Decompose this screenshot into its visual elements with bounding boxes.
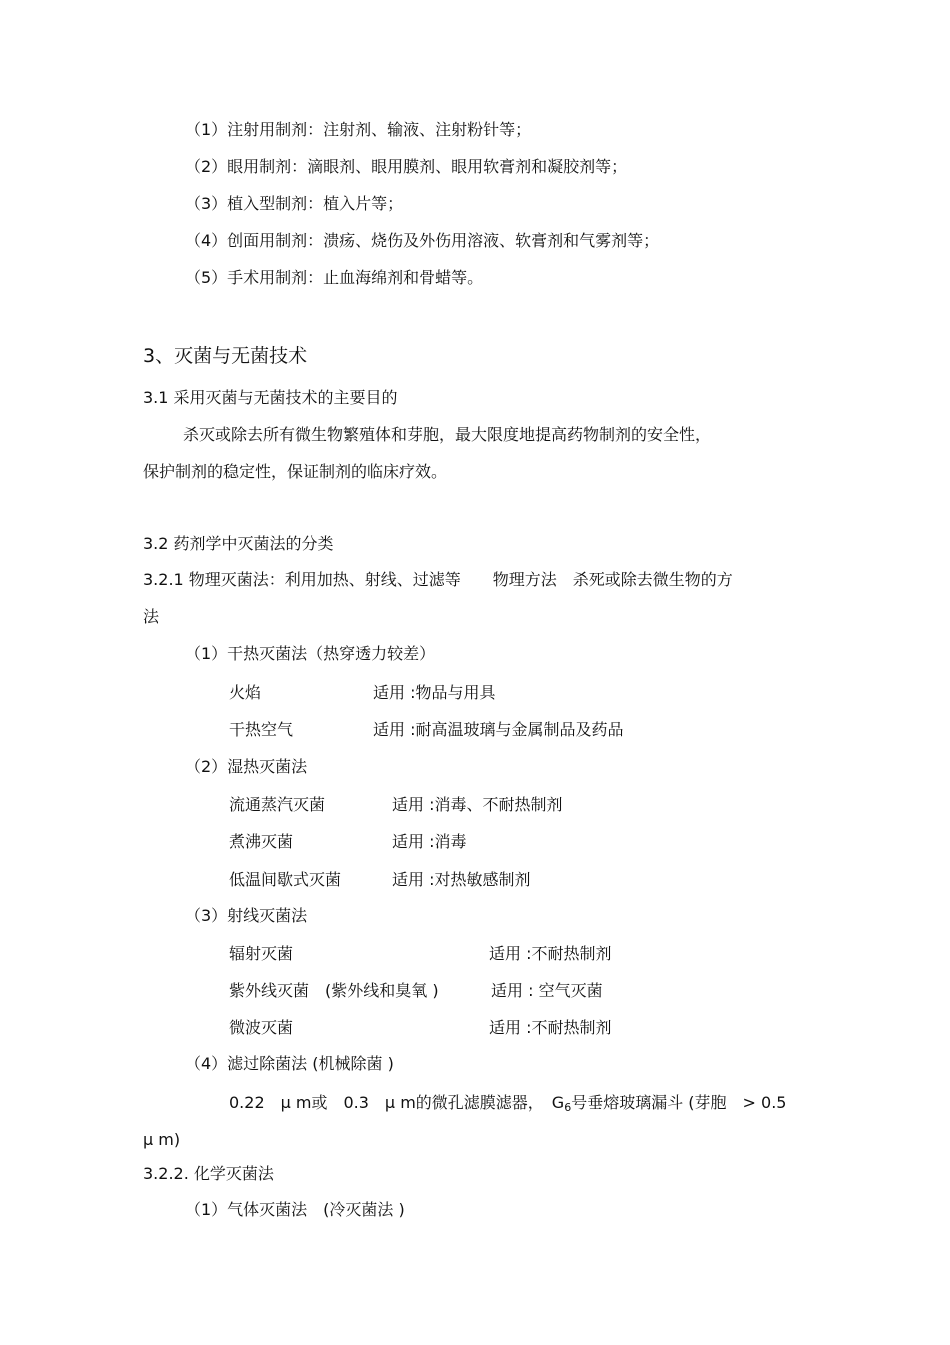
method-name: 煮沸灭菌 <box>229 832 294 851</box>
list-item-ophthalmic: （2）眼用制剂：滴眼剂、眼用膜剂、眼用软膏剂和凝胶剂等； <box>185 157 628 176</box>
method-use: 适用 :消毒 <box>392 832 467 851</box>
method-use: 适用 :消毒、不耐热制剂 <box>392 795 563 814</box>
method-use: 适用 :物品与用具 <box>373 683 496 702</box>
method-name: 微波灭菌 <box>229 1018 294 1037</box>
section-3-1-body-line1: 杀灭或除去所有微生物繁殖体和芽胞，最大限度地提高药物制剂的安全性， <box>183 425 712 444</box>
method-use: 适用 :不耐热制剂 <box>489 1018 612 1037</box>
section-3-1-body-line2: 保护制剂的稳定性，保证制剂的临床疗效。 <box>143 462 448 481</box>
filtration-detail-line1 <box>229 1095 786 1113</box>
method-use: 适用 : 空气灭菌 <box>491 981 603 1000</box>
section-3-2-2-heading: 3.2.2. 化学灭菌法 <box>143 1164 274 1183</box>
method-name: 流通蒸汽灭菌 <box>229 795 326 814</box>
method-name: 辐射灭菌 <box>229 944 294 963</box>
section-3-heading: 3、灭菌与无菌技术 <box>143 345 308 367</box>
section-3-2-1-line2: 法 <box>143 607 160 626</box>
section-3-2-1-line1: 3.2.1 物理灭菌法：利用加热、射线、过滤等 物理方法 杀死或除去微生物的方 <box>143 570 733 589</box>
filtration-subscript: 6 <box>564 1101 572 1114</box>
moist-heat-heading: （2）湿热灭菌法 <box>185 757 308 776</box>
section-3-2-heading: 3.2 药剂学中灭菌法的分类 <box>143 534 334 553</box>
radiation-heading: （3）射线灭菌法 <box>185 906 308 925</box>
method-use: 适用 :对热敏感制剂 <box>392 870 531 889</box>
list-item-implant: （3）植入型制剂：植入片等； <box>185 194 404 213</box>
filtration-detail-line2: μ m) <box>143 1130 181 1149</box>
filtration-text-b: 号垂熔玻璃漏斗 (芽胞 > 0.5 <box>571 1093 787 1112</box>
list-item-surgical: （5）手术用制剂：止血海绵剂和骨蜡等。 <box>185 268 484 287</box>
method-name: 干热空气 <box>229 720 294 739</box>
filtration-heading: （4）滤过除菌法 (机械除菌 ) <box>185 1054 394 1073</box>
method-name: 火焰 <box>229 683 262 702</box>
method-use: 适用 :耐高温玻璃与金属制品及药品 <box>373 720 624 739</box>
list-item-wound: （4）创面用制剂：溃疡、烧伤及外伤用溶液、软膏剂和气雾剂等； <box>185 231 660 250</box>
method-use: 适用 :不耐热制剂 <box>489 944 612 963</box>
section-3-1-heading: 3.1 采用灭菌与无菌技术的主要目的 <box>143 388 398 407</box>
gas-sterilization-heading: （1）气体灭菌法 (冷灭菌法 ) <box>185 1200 405 1219</box>
filtration-text-a: 0.22 μ m或 0.3 μ m的微孔滤膜滤器， G <box>229 1093 565 1112</box>
dry-heat-heading: （1）干热灭菌法（热穿透力较差） <box>185 644 436 663</box>
method-name: 低温间歇式灭菌 <box>229 870 342 889</box>
method-name: 紫外线灭菌 (紫外线和臭氧 ) <box>229 981 439 1000</box>
list-item-injection: （1）注射用制剂：注射剂、输液、注射粉针等； <box>185 120 532 139</box>
